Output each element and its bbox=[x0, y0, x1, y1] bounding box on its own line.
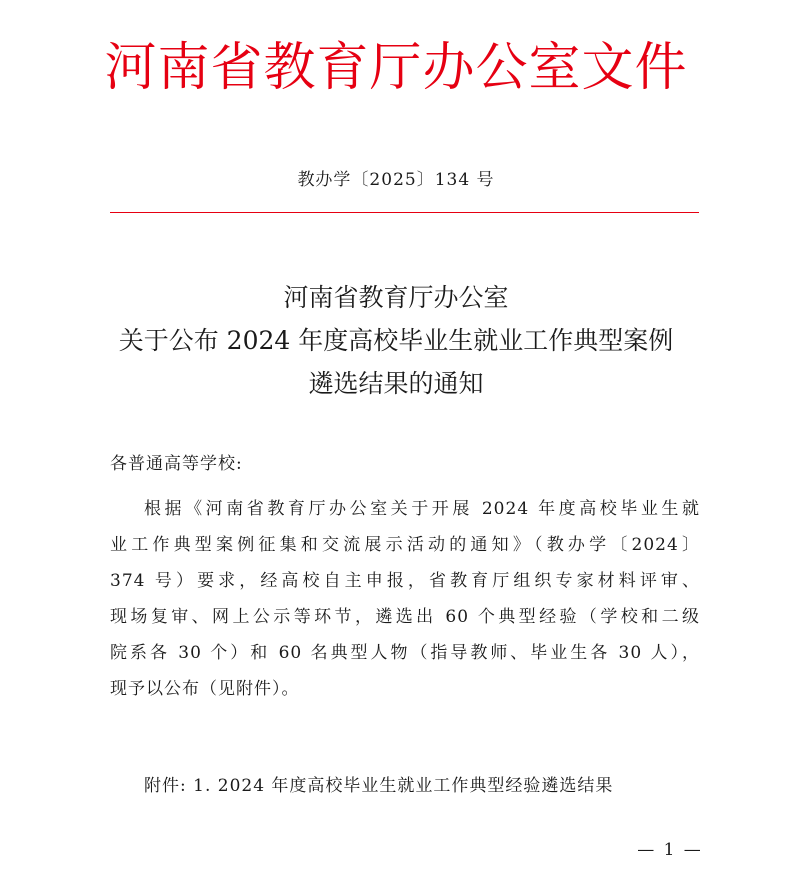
body-line-1: 根据《河南省教育厅办公室关于开展 2024 年度高校毕业生就 bbox=[144, 499, 700, 519]
body-line-3: 374 号）要求，经高校自主申报，省教育厅组织专家材料评审、 bbox=[110, 571, 700, 591]
body-line-5: 院系各 30 个）和 60 名典型人物（指导教师、毕业生各 30 人）， bbox=[110, 643, 700, 663]
body-line-6: 现予以公布（见附件）。 bbox=[110, 679, 300, 699]
notice-title-line-2: 关于公布 2024 年度高校毕业生就业工作典型案例 bbox=[118, 326, 674, 355]
notice-body bbox=[110, 497, 700, 713]
body-line-2: 业工作典型案例征集和交流展示活动的通知》（教办学〔2024〕 bbox=[110, 535, 700, 555]
red-separator-line bbox=[110, 212, 699, 213]
body-line-4: 现场复审、网上公示等环节，遴选出 60 个典型经验（学校和二级 bbox=[110, 607, 700, 627]
issuer-title: 河南省教育厅办公室文件 bbox=[104, 38, 688, 98]
document-number: 教办学〔2025〕134 号 bbox=[297, 170, 495, 190]
attachment-line: 附件: 1. 2024 年度高校毕业生就业工作典型经验遴选结果 bbox=[144, 776, 614, 796]
notice-title bbox=[0, 276, 792, 405]
notice-title-line-1: 河南省教育厅办公室 bbox=[283, 283, 509, 312]
salutation: 各普通高等学校: bbox=[110, 454, 243, 474]
notice-title-line-3: 遴选结果的通知 bbox=[308, 369, 484, 398]
page-number: — 1 — bbox=[637, 840, 703, 860]
